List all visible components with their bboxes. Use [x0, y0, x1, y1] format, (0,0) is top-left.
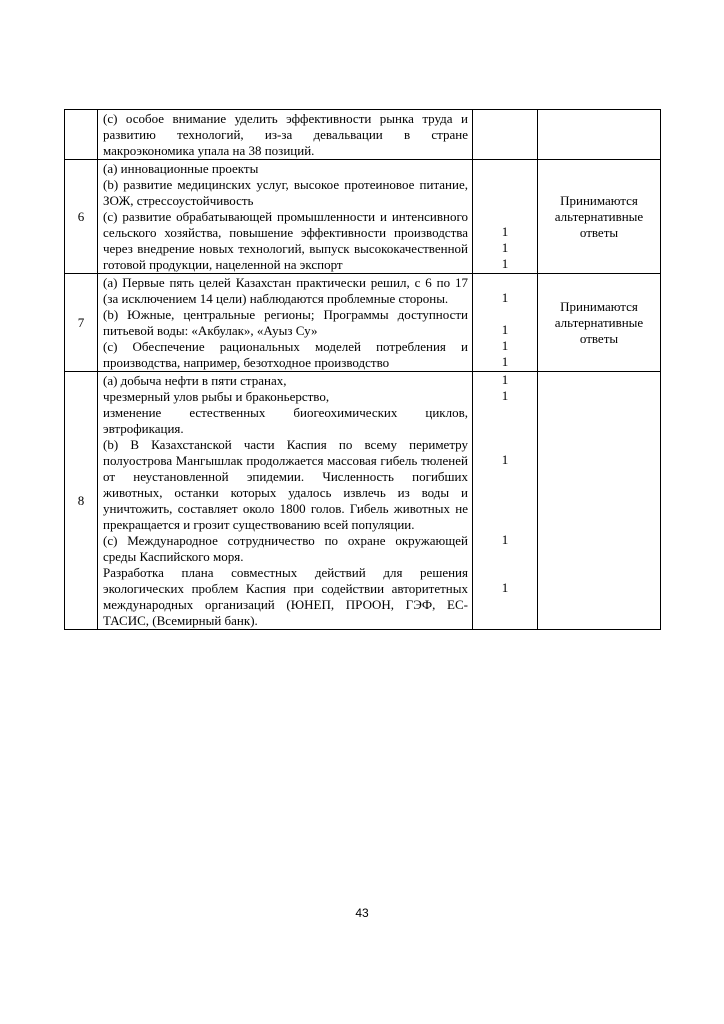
- answer-content-cell: [98, 110, 473, 160]
- question-number-cell: [65, 274, 98, 372]
- answer-paragraph: (c) развитие обрабатывающей промышленности и интенсивного сельского хозяйства, повышение эффективности производства через внедрение новых технологий, выпуск высококачественной готовой продукции, нацеленной на экспорт: [103, 209, 468, 272]
- score-value: [473, 436, 537, 452]
- answer-content-cell: [98, 160, 473, 274]
- answer-paragraph: (a) добыча нефти в пяти странах,: [103, 373, 287, 388]
- score-value: 1: [501, 388, 509, 403]
- table-row: [65, 160, 661, 274]
- question-number-cell: [65, 160, 98, 274]
- score-value: [473, 420, 537, 436]
- answer-paragraph: изменение естественных биогеохимических циклов, эвтрофикация.: [103, 405, 468, 436]
- score-value: 1: [501, 354, 509, 369]
- score-cell: [473, 110, 538, 160]
- answer-paragraph: (a) инновационные проекты: [103, 161, 259, 176]
- answer-content-cell: [98, 274, 473, 372]
- answer-paragraph: (b) В Казахстанской части Каспия по всему периметру полуострова Мангышлак продолжается массовая гибель тюленей от неустановленной эпидемии. Численность погибших животных, останки которых удалось извлечь из воды и уничтожить, составляет около 1800 голов. Гибель животных не прекращается и грозит существованию всей популяции.: [103, 437, 468, 532]
- answer-paragraph: Разработка плана совместных действий для решения экологических проблем Каспия при содействии авторитетных международных организаций (ЮНЕП, ПРООН, ГЭФ, ЕС-ТАСИС, (Всемирный банк).: [103, 565, 468, 628]
- table-row: [65, 372, 661, 630]
- score-value: [473, 404, 537, 420]
- page-number: 43: [355, 906, 369, 920]
- question-number-cell: [65, 110, 98, 160]
- score-value: 1: [501, 532, 509, 547]
- score-value: 1: [501, 256, 509, 271]
- score-value: 1: [501, 452, 509, 467]
- score-value: 1: [501, 322, 509, 337]
- table-row: [65, 110, 661, 160]
- score-list: [473, 274, 537, 370]
- note-cell: [538, 160, 661, 274]
- score-value: 1: [501, 290, 509, 305]
- score-value: [473, 274, 537, 290]
- score-value: 1: [501, 338, 509, 353]
- score-value: [473, 548, 537, 564]
- score-list: [473, 160, 537, 272]
- answer-paragraph: чрезмерный улов рыбы и браконьерство,: [103, 389, 330, 404]
- score-list: [473, 372, 537, 596]
- score-value: 1: [501, 372, 509, 387]
- score-value: 1: [501, 580, 509, 595]
- score-value: [473, 564, 537, 580]
- score-value: [473, 500, 537, 516]
- score-value: 1: [501, 224, 509, 239]
- score-value: [473, 208, 537, 224]
- note-cell: [538, 274, 661, 372]
- answer-paragraph: (b) Южные, центральные регионы; Программы доступности питьевой воды: «Акбулак», «Ауыз Су»: [103, 307, 468, 338]
- score-value: 1: [501, 240, 509, 255]
- note-cell: [538, 372, 661, 630]
- score-value: [473, 306, 537, 322]
- note-text: Принимаются альтернативные ответы: [554, 298, 644, 346]
- answer-paragraph: (a) Первые пять целей Казахстан практически решил, с 6 по 17 (за исключением 14 цели) наблюдаются проблемные стороны.: [103, 275, 468, 306]
- answer-paragraph: (b) развитие медицинских услуг, высокое протеиновое питание, ЗОЖ, стрессоустойчивость: [103, 177, 468, 208]
- score-value: [473, 176, 537, 192]
- table-row: [65, 274, 661, 372]
- question-number: 6: [77, 208, 85, 224]
- score-value: [473, 484, 537, 500]
- score-value: [473, 468, 537, 484]
- score-cell: [473, 274, 538, 372]
- answer-paragraph: (c) Международное сотрудничество по охране окружающей среды Каспийского моря.: [103, 533, 468, 564]
- note-text: Принимаются альтернативные ответы: [554, 192, 644, 240]
- answer-paragraph: (c) Обеспечение рациональных моделей потребления и производства, например, безотходное производство: [103, 339, 468, 370]
- score-value: [473, 160, 537, 176]
- question-number-cell: [65, 372, 98, 630]
- question-number: 7: [77, 314, 85, 330]
- score-cell: [473, 160, 538, 274]
- note-cell: [538, 110, 661, 160]
- question-number: 8: [77, 492, 85, 508]
- answer-content-cell: [98, 372, 473, 630]
- score-value: [473, 192, 537, 208]
- score-cell: [473, 372, 538, 630]
- answer-paragraph: (c) особое внимание уделить эффективности рынка труда и развитию технологий, из-за девальвации в стране макроэкономика упала на 38 позиций.: [103, 111, 468, 158]
- score-value: [473, 516, 537, 532]
- answer-table: [64, 109, 661, 630]
